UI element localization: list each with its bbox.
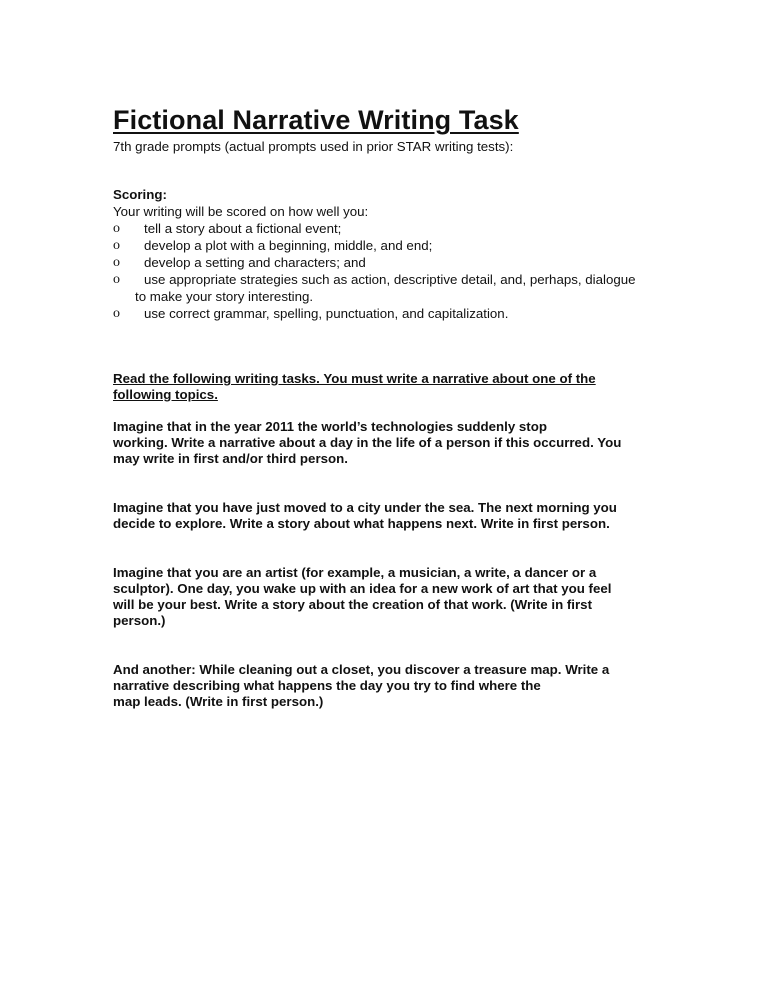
writing-prompt-2 [113,500,673,532]
scoring-intro: Your writing will be scored on how well you: [113,204,369,219]
prompt-line: may write in first and/or third person. [113,451,348,466]
prompt-line: will be your best. Write a story about the creation of that work. (Write in first [113,597,592,612]
instruction-text: Read the following writing tasks. You must write a narrative about one of the following topics. [113,371,596,402]
scoring-criterion-text: use correct grammar, spelling, punctuation, and capitalization. [144,306,509,321]
bullet-icon: o [113,221,120,236]
prompt-line: Imagine that in the year 2011 the world’s technologies suddenly stop [113,419,547,434]
bullet-icon: o [113,306,120,321]
bullet-icon: o [113,272,120,287]
scoring-criterion-text: tell a story about a fictional event; [144,221,342,236]
prompt-line: Imagine that you are an artist (for example, a musician, a write, a dancer or a [113,565,597,580]
scoring-criterion-text: develop a setting and characters; and [144,255,366,270]
prompt-line: decide to explore. Write a story about what happens next. Write in first person. [113,516,610,531]
writing-prompt-3 [113,565,673,629]
document-title: Fictional Narrative Writing Task [113,105,519,135]
scoring-criterion [113,237,673,254]
bullet-icon: o [113,255,120,270]
writing-prompt-4 [113,662,673,710]
prompt-line: And another: While cleaning out a closet, you discover a treasure map. Write a [113,662,610,677]
prompt-line: narrative describing what happens the day you try to find where the [113,678,541,693]
scoring-criterion-text: develop a plot with a beginning, middle, and end; [144,238,433,253]
writing-prompt-1 [113,419,673,467]
document-subtitle: 7th grade prompts (actual prompts used in prior STAR writing tests): [113,139,514,154]
scoring-criterion [113,271,673,305]
bullet-icon: o [113,238,120,253]
scoring-criterion [113,305,673,322]
scoring-criterion-text-continued: to make your story interesting. [135,289,314,304]
scoring-heading: Scoring: [113,187,167,202]
scoring-criterion-text: use appropriate strategies such as action, descriptive detail, and, perhaps, dialogue [144,272,636,287]
prompt-line: map leads. (Write in first person.) [113,694,324,709]
prompt-line: working. Write a narrative about a day in the life of a person if this occurred. You [113,435,622,450]
prompt-line: sculptor). One day, you wake up with an idea for a new work of art that you feel [113,581,612,596]
scoring-criterion [113,254,673,271]
prompt-line: Imagine that you have just moved to a city under the sea. The next morning you [113,500,617,515]
prompt-line: person.) [113,613,166,628]
scoring-criteria-list [113,220,673,322]
scoring-criterion [113,220,673,237]
